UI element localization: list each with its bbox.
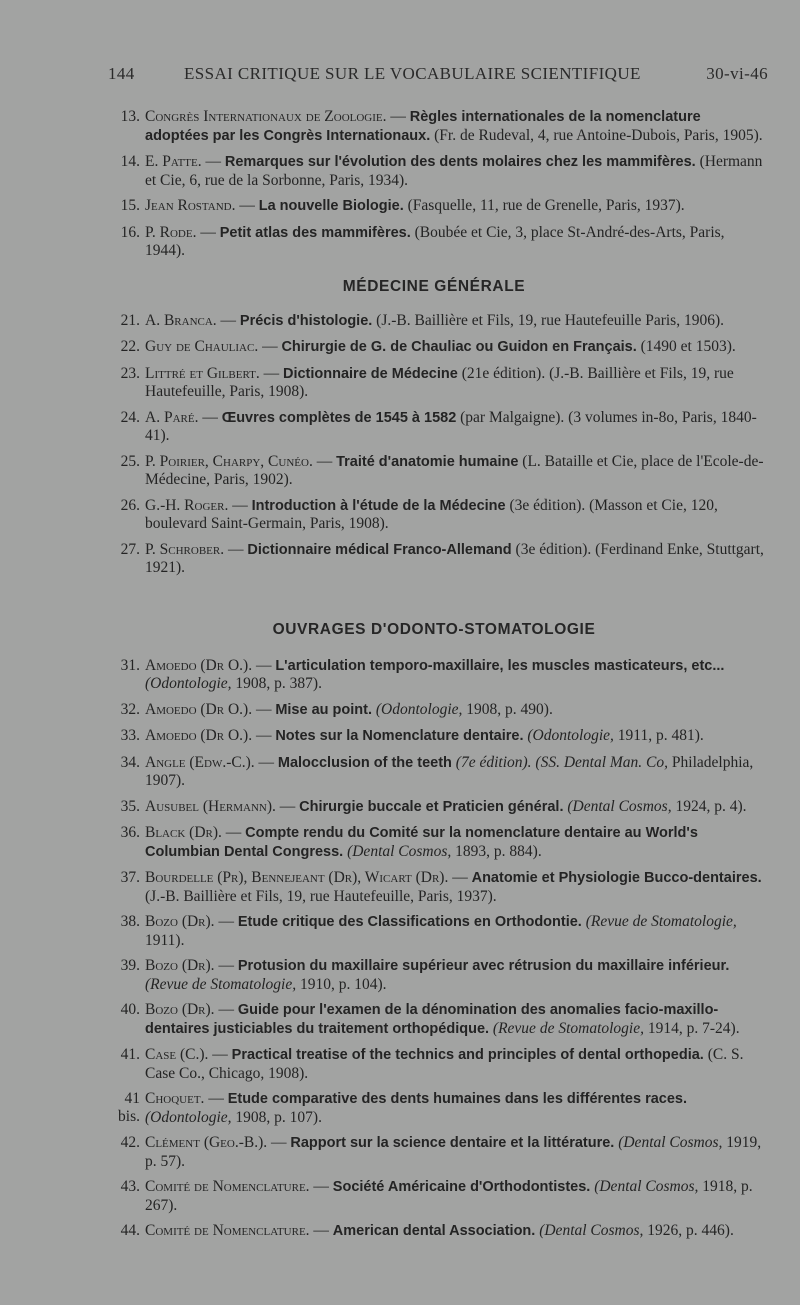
entry-number: 43. — [120, 1178, 140, 1195]
entry-journal: (Odontologie, — [527, 727, 614, 744]
entry-author: Angle (Edw.-C.). — [145, 753, 255, 771]
section-heading-odonto: OUVRAGES D'ODONTO-STOMATOLOGIE — [272, 620, 596, 638]
entry-title: Dictionnaire médical Franco-Allemand — [247, 541, 512, 558]
entry-title: Règles internationales de la nomenclature adoptées par les Congrès Internationaux. — [145, 109, 701, 144]
entry-author: P. Schrober. — [145, 540, 225, 558]
entry-title: Notes sur la Nomenclature dentaire. — [275, 728, 524, 744]
running-title: ESSAI CRITIQUE SUR LE VOCABULAIRE SCIENTIFIQUE — [184, 64, 641, 83]
entry-title: Anatomie et Physiologie Bucco-dentaires. — [471, 870, 762, 886]
entry-author: P. Rode. — [145, 223, 197, 241]
bibliography-entry: 41. Case (C.). — Practical treatise of the technics and principles of dental orthopedia. (C. S. Case Co., Chicago, 1908). — [100, 1046, 768, 1082]
bibliography-entry: 26. G.-H. Roger. — Introduction à l'étude de la Médecine (3e édition). (Masson et Cie, 120, boulevard Saint-Germain, Paris, 1908). — [100, 497, 768, 533]
entry-publication: (3e édition). (Masson et Cie, 120, boulevard Saint-Germain, Paris, 1908). — [145, 496, 718, 532]
entry-title: Société Américaine d'Orthodontistes. — [332, 1179, 591, 1195]
running-header — [108, 64, 768, 88]
bibliography-entry: 40. Bozo (Dr). — Guide pour l'examen de la dénomination des anomalies facio-maxillo-dentaires justiciables du traitement orthopédique. (Revue de Stomatologie, 1914, p. 7-24). — [100, 1001, 768, 1038]
entry-publication: 1908, p. 107). — [235, 1108, 322, 1126]
entry-number: 15. — [120, 197, 140, 214]
entry-number: 39. — [120, 957, 140, 974]
bibliography-entry: 34. Angle (Edw.-C.). — Malocclusion of the teeth (7e édition). (SS. Dental Man. Co, Philadelphia, 1907). — [100, 754, 768, 790]
entry-publication: (1490 et 1503). — [640, 338, 736, 355]
entry-journal: (Odontologie, — [145, 1108, 232, 1126]
entry-author: E. Patte. — [145, 153, 202, 170]
entries-zoology — [100, 108, 768, 260]
entry-number: 37. — [120, 869, 140, 886]
entry-title: Dictionnaire de Médecine — [282, 365, 458, 382]
entry-author: Amoedo (Dr O.). — [145, 727, 253, 744]
entry-publication: (J.-B. Baillière et Fils, 19, rue Hautefeuille Paris, 1906). — [376, 311, 724, 329]
entry-number: 26. — [120, 496, 140, 514]
entry-author: Comité de Nomenclature. — [145, 1178, 310, 1195]
entry-number: 27. — [120, 540, 140, 558]
entry-number: 23. — [120, 364, 140, 382]
entry-author: A. Paré. — [145, 408, 199, 426]
entry-title: Etude critique des Classifications en Orthodontie. — [237, 914, 582, 930]
entry-number: 36. — [120, 824, 140, 841]
entry-journal: (Revue de Stomatologie, — [492, 1019, 644, 1037]
entry-author: Comité de Nomenclature. — [145, 1222, 310, 1239]
entry-number: 14. — [120, 153, 140, 170]
entry-title: American dental Association. — [332, 1223, 536, 1239]
entry-publication: (L. Bataille et Cie, place de l'Ecole-de-Médecine, Paris, 1902). — [145, 452, 764, 488]
bibliography-entry: 36. Black (Dr). — Compte rendu du Comité sur la nomenclature dentaire au World's Columbian Dental Congress. (Dental Cosmos, 1893, p. 884). — [100, 824, 768, 861]
entry-number: 40. — [120, 1001, 140, 1018]
bibliography-entry: 31. Amoedo (Dr O.). — L'articulation temporo-maxillaire, les muscles masticateurs, etc... (Odontologie, 1908, p. 387). — [100, 657, 768, 693]
bibliography-content — [100, 108, 768, 1249]
entry-publication: (Hermann et Cie, 6, rue de la Sorbonne, Paris, 1934). — [145, 153, 763, 189]
entry-title: Compte rendu du Comité sur la nomenclature dentaire au World's Columbian Dental Congress. — [145, 825, 698, 860]
entry-author: Congrès Internationaux de Zoologie. — [145, 108, 387, 125]
bibliography-entry: 33. Amoedo (Dr O.). — Notes sur la Nomenclature dentaire. (Odontologie, 1911, p. 481). — [100, 727, 768, 746]
bibliography-entry: 38. Bozo (Dr). — Etude critique des Classifications en Orthodontie. (Revue de Stomatologie, 1911). — [100, 913, 768, 949]
entry-title: Rapport sur la science dentaire et la littérature. — [290, 1135, 615, 1151]
entry-publication: 1919, p. 57). — [145, 1134, 762, 1170]
entry-number: 13. — [120, 108, 140, 125]
entry-title: L'articulation temporo-maxillaire, les muscles masticateurs, etc... — [275, 657, 725, 674]
entry-journal: (Dental Cosmos, — [347, 842, 452, 860]
entry-title: Malocclusion of the teeth — [277, 754, 452, 771]
entry-title: Traité d'anatomie humaine — [336, 453, 519, 470]
entry-publication: Philadelphia, 1907). — [145, 753, 754, 789]
bibliography-entry: 13. Congrès Internationaux de Zoologie. — Règles internationales de la nomenclature adoptées par les Congrès Internationaux. (Fr. de Rudeval, 4, rue Antoine-Dubois, Paris, 1905). — [100, 108, 768, 145]
entry-journal: (Odontologie, — [375, 700, 463, 718]
entry-publication: (par Malgaigne). (3 volumes in-8o, Paris, 1840-41). — [145, 408, 757, 444]
bibliography-entry: 37. Bourdelle (Pr), Bennejeant (Dr), Wicart (Dr). — Anatomie et Physiologie Bucco-dentaires. (J.-B. Baillière et Fils, 19, rue Hautefeuille, Paris, 1937). — [100, 869, 768, 905]
entry-number: 25. — [120, 452, 140, 470]
bibliography-entry: 35. Ausubel (Hermann). — Chirurgie buccale et Praticien général. (Dental Cosmos, 1924, p. 4). — [100, 798, 768, 817]
entry-number: 16. — [120, 223, 140, 241]
entry-publication: (Fr. de Rudeval, 4, rue Antoine-Dubois, Paris, 1905). — [434, 126, 763, 144]
entry-title: Mise au point. — [275, 701, 372, 718]
entry-publication: 1918, p. 267). — [145, 1178, 753, 1214]
entry-publication: 1893, p. 884). — [455, 842, 542, 860]
entry-number: 35. — [120, 797, 140, 815]
entry-publication: 1911, p. 481). — [617, 727, 704, 744]
entries-odonto — [100, 657, 768, 1241]
bibliography-entry: 41 bis. Choquet. — Etude comparative des dents humaines dans les différentes races. (Odontologie, 1908, p. 107). — [100, 1090, 768, 1126]
header-date: 30-vi-46 — [706, 64, 768, 83]
entry-journal: (Dental Cosmos, — [567, 797, 672, 815]
bibliography-entry: 14. E. Patte. — Remarques sur l'évolution des dents molaires chez les mammifères. (Hermann et Cie, 6, rue de la Sorbonne, Paris, 1934). — [100, 153, 768, 189]
entry-publication: 1926, p. 446). — [647, 1222, 734, 1239]
bibliography-entry: 27. P. Schrober. — Dictionnaire médical Franco-Allemand (3e édition). (Ferdinand Enke, Stuttgart, 1921). — [100, 541, 768, 577]
entry-publication: (J.-B. Baillière et Fils, 19, rue Hautefeuille, Paris, 1937). — [145, 887, 497, 905]
entry-number: 21. — [120, 311, 140, 329]
entry-author: G.-H. Roger. — [145, 496, 229, 514]
bibliography-entry: 24. A. Paré. — Œuvres complètes de 1545 à 1582 (par Malgaigne). (3 volumes in-8o, Paris, 1840-41). — [100, 409, 768, 445]
entry-author: Amoedo (Dr O.). — [145, 656, 253, 674]
entry-publication: 1908, p. 490). — [466, 700, 553, 718]
bibliography-entry: 21. A. Branca. — Précis d'histologie. (J.-B. Baillière et Fils, 19, rue Hautefeuille Paris, 1906). — [100, 312, 768, 331]
bibliography-entry: 32. Amoedo (Dr O.). — Mise au point. (Odontologie, 1908, p. 490). — [100, 701, 768, 720]
bibliography-entry: 39. Bozo (Dr). — Protusion du maxillaire supérieur avec rétrusion du maxillaire inférieur. (Revue de Stomatologie, 1910, p. 104). — [100, 957, 768, 993]
page-number: 144 — [108, 64, 135, 83]
entry-author: A. Branca. — [145, 311, 217, 329]
entry-publication: (Fasquelle, 11, rue de Grenelle, Paris, 1937). — [407, 197, 685, 214]
entry-author: Choquet. — [145, 1090, 205, 1107]
entry-title: Guide pour l'examen de la dénomination des anomalies facio-maxillo-dentaires justiciables du traitement orthopédique. — [145, 1002, 719, 1037]
entry-publication: (21e édition). (J.-B. Baillière et Fils, 19, rue Hautefeuille, Paris, 1908). — [145, 364, 734, 400]
entry-number: 22. — [120, 338, 140, 355]
bibliography-entry: 16. P. Rode. — Petit atlas des mammifères. (Boubée et Cie, 3, place St-André-des-Arts, Paris, 1944). — [100, 224, 768, 260]
entry-number: 42. — [120, 1134, 140, 1151]
entry-number: 32. — [120, 700, 140, 718]
bibliography-entry: 25. P. Poirier, Charpy, Cunéo. — Traité d'anatomie humaine (L. Bataille et Cie, place de l'Ecole-de-Médecine, Paris, 1902). — [100, 453, 768, 489]
bibliography-entry: 42. Clément (Geo.-B.). — Rapport sur la science dentaire et la littérature. (Dental Cosmos, 1919, p. 57). — [100, 1134, 768, 1170]
entry-publication: 1910, p. 104). — [299, 975, 387, 993]
entry-publication: 1914, p. 7-24). — [647, 1019, 740, 1037]
entry-number: 24. — [120, 408, 140, 426]
entry-title: Etude comparative des dents humaines dans les différentes races. — [227, 1091, 688, 1107]
entry-publication: 1924, p. 4). — [675, 797, 747, 815]
bibliography-entry: 44. Comité de Nomenclature. — American dental Association. (Dental Cosmos, 1926, p. 446). — [100, 1222, 768, 1241]
entry-author: Bourdelle (Pr), Bennejeant (Dr), Wicart (Dr). — [145, 869, 449, 886]
entry-author: P. Poirier, Charpy, Cunéo. — [145, 452, 313, 470]
entry-number: 38. — [120, 913, 140, 930]
entry-author: Guy de Chauliac. — [145, 338, 259, 355]
entry-publication: (3e édition). (Ferdinand Enke, Stuttgart, 1921). — [145, 540, 764, 576]
entry-number: 33. — [120, 727, 140, 744]
entry-author: Jean Rostand. — [145, 197, 236, 214]
entry-title: Précis d'histologie. — [239, 312, 373, 329]
entry-title: Chirurgie buccale et Praticien général. — [299, 798, 564, 815]
entry-title: Remarques sur l'évolution des dents molaires chez les mammifères. — [224, 154, 696, 170]
entry-number: 34. — [120, 753, 140, 771]
entry-publication: 1908, p. 387). — [235, 675, 322, 692]
bibliography-entry: 22. Guy de Chauliac. — Chirurgie de G. de Chauliac ou Guidon en Français. (1490 et 1503). — [100, 338, 768, 357]
entries-medecine — [100, 312, 768, 577]
entry-journal: (Revue de Stomatologie, — [145, 975, 297, 993]
entry-publication: (Boubée et Cie, 3, place St-André-des-Arts, Paris, 1944). — [145, 223, 725, 259]
entry-journal: (Dental Cosmos, — [618, 1134, 723, 1151]
entry-number: 44. — [120, 1222, 140, 1239]
entry-journal: (Dental Cosmos, — [594, 1178, 699, 1195]
entry-publication: 1911). — [145, 931, 185, 949]
entry-author: Clément (Geo.-B.). — [145, 1134, 268, 1151]
entry-journal: (Dental Cosmos, — [539, 1222, 644, 1239]
entry-title: Petit atlas des mammifères. — [219, 224, 411, 241]
bibliography-entry: 43. Comité de Nomenclature. — Société Américaine d'Orthodontistes. (Dental Cosmos, 1918, p. 267). — [100, 1178, 768, 1214]
entry-title: Protusion du maxillaire supérieur avec rétrusion du maxillaire inférieur. — [237, 958, 730, 974]
section-heading-medecine: MÉDECINE GÉNÉRALE — [342, 277, 526, 295]
entry-publication: (C. S. Case Co., Chicago, 1908). — [145, 1046, 744, 1082]
entry-journal: (Revue de Stomatologie, — [585, 913, 737, 930]
entry-author: Case (C.). — [145, 1046, 209, 1063]
entry-author: Black (Dr). — [145, 824, 222, 841]
entry-number: 31. — [120, 656, 140, 674]
entry-number: 41. — [120, 1046, 140, 1063]
entry-number: 41 bis. — [118, 1090, 140, 1125]
entry-title: La nouvelle Biologie. — [258, 198, 404, 214]
entry-journal: (Odontologie, — [145, 675, 232, 692]
entry-author: Amoedo (Dr O.). — [145, 700, 253, 718]
entry-author: Ausubel (Hermann). — [145, 797, 276, 815]
entry-author: Littré et Gilbert. — [145, 364, 260, 382]
entry-title: Chirurgie de G. de Chauliac ou Guidon en Français. — [281, 339, 637, 355]
entry-author: Bozo (Dr). — [145, 913, 215, 930]
entry-author: Bozo (Dr). — [145, 957, 215, 974]
bibliography-entry: 23. Littré et Gilbert. — Dictionnaire de Médecine (21e édition). (J.-B. Baillière et Fils, 19, rue Hautefeuille, Paris, 1908). — [100, 365, 768, 401]
entry-title: Practical treatise of the technics and principles of dental orthopedia. — [231, 1047, 704, 1063]
entry-journal: (7e édition). (SS. Dental Man. Co, — [455, 753, 669, 771]
bibliography-entry: 15. Jean Rostand. — La nouvelle Biologie. (Fasquelle, 11, rue de Grenelle, Paris, 1937). — [100, 197, 768, 216]
entry-author: Bozo (Dr). — [145, 1001, 215, 1018]
entry-title: Œuvres complètes de 1545 à 1582 — [221, 409, 457, 426]
entry-title: Introduction à l'étude de la Médecine — [251, 497, 506, 514]
